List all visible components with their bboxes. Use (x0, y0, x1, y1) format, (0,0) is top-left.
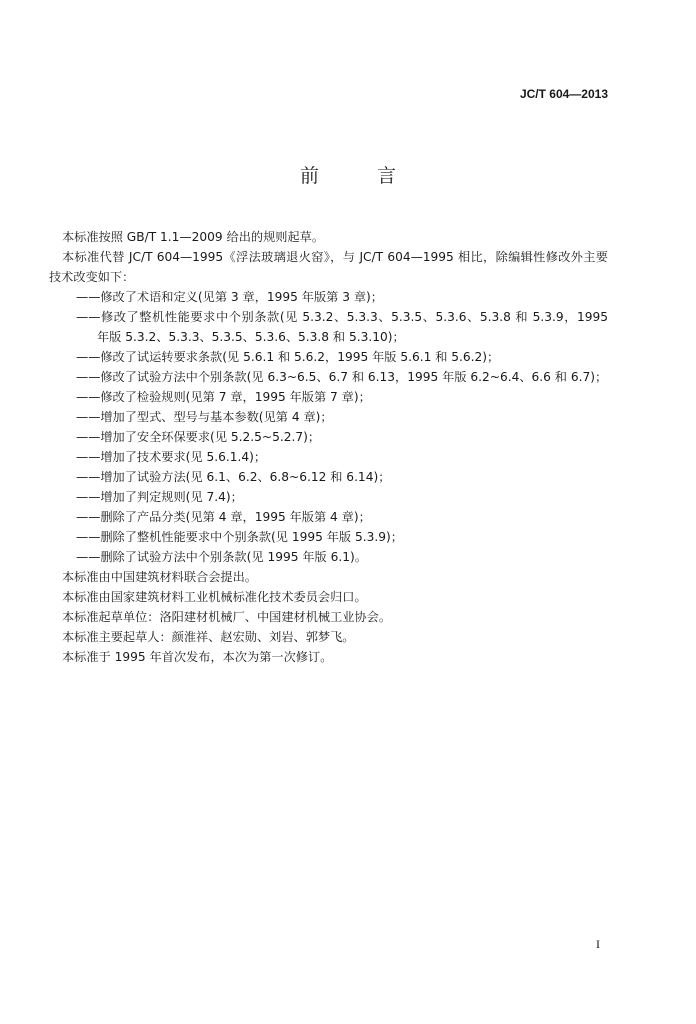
change-item: ——增加了判定规则(见 7.4)； (76, 490, 243, 504)
paragraph-history: 本标准于 1995 年首次发布，本次为第一次修订。 (62, 650, 333, 664)
page-number: I (596, 937, 600, 951)
paragraph-committee: 本标准由国家建筑材料工业机械标准化技术委员会归口。 (62, 590, 367, 604)
change-item: ——删除了试验方法中个别条款(见 1995 年版 6.1)。 (76, 550, 367, 564)
paragraph-replacement-cont: 技术改变如下： (49, 270, 135, 284)
page-title: 前 言 (299, 165, 423, 187)
change-item: ——修改了检验规则(见第 7 章，1995 年版第 7 章)； (76, 390, 371, 404)
change-item: ——增加了技术要求(见 5.6.1.4)； (76, 450, 267, 464)
change-item: ——删除了产品分类(见第 4 章，1995 年版第 4 章)； (76, 510, 371, 524)
change-item: ——增加了试验方法(见 6.1、6.2、6.8~6.12 和 6.14)； (76, 470, 391, 484)
paragraph-proposer: 本标准由中国建筑材料联合会提出。 (62, 570, 257, 584)
paragraph-drafting-rules: 本标准按照 GB/T 1.1—2009 给出的规则起草。 (62, 230, 325, 244)
paragraph-drafting-units: 本标准起草单位：洛阳建材机械厂、中国建材机械工业协会。 (62, 610, 392, 624)
change-item: ——增加了型式、型号与基本参数(见第 4 章)； (76, 410, 333, 424)
change-item: ——修改了试运转要求条款(见 5.6.1 和 5.6.2，1995 年版 5.6.1 和 5.6.2)； (76, 350, 500, 364)
change-item-cont: 年版 5.3.2、5.3.3、5.3.5、5.3.6、5.3.8 和 5.3.10)； (97, 330, 405, 344)
change-item: ——删除了整机性能要求中个别条款(见 1995 年版 5.3.9)； (76, 530, 403, 544)
paragraph-drafters: 本标准主要起草人：颜淮祥、赵宏勋、刘岩、郭梦飞。 (62, 630, 355, 644)
change-item: ——增加了安全环保要求(见 5.2.5~5.2.7)； (76, 430, 321, 444)
change-item: ——修改了整机性能要求中个别条款(见 5.3.2、5.3.3、5.3.5、5.3.6、5.3.8 和 5.3.9，1995 (76, 310, 608, 324)
paragraph-replacement: 本标准代替 JC/T 604—1995《浮法玻璃退火窑》，与 JC/T 604—1995 相比，除编辑性修改外主要 (62, 250, 608, 264)
change-item: ——修改了试验方法中个别条款(见 6.3~6.5、6.7 和 6.13，1995 年版 6.2~6.4、6.6 和 6.7)； (76, 370, 608, 384)
change-item: ——修改了术语和定义(见第 3 章，1995 年版第 3 章)； (76, 290, 383, 304)
standard-code: JC/T 604—2013 (519, 87, 608, 101)
